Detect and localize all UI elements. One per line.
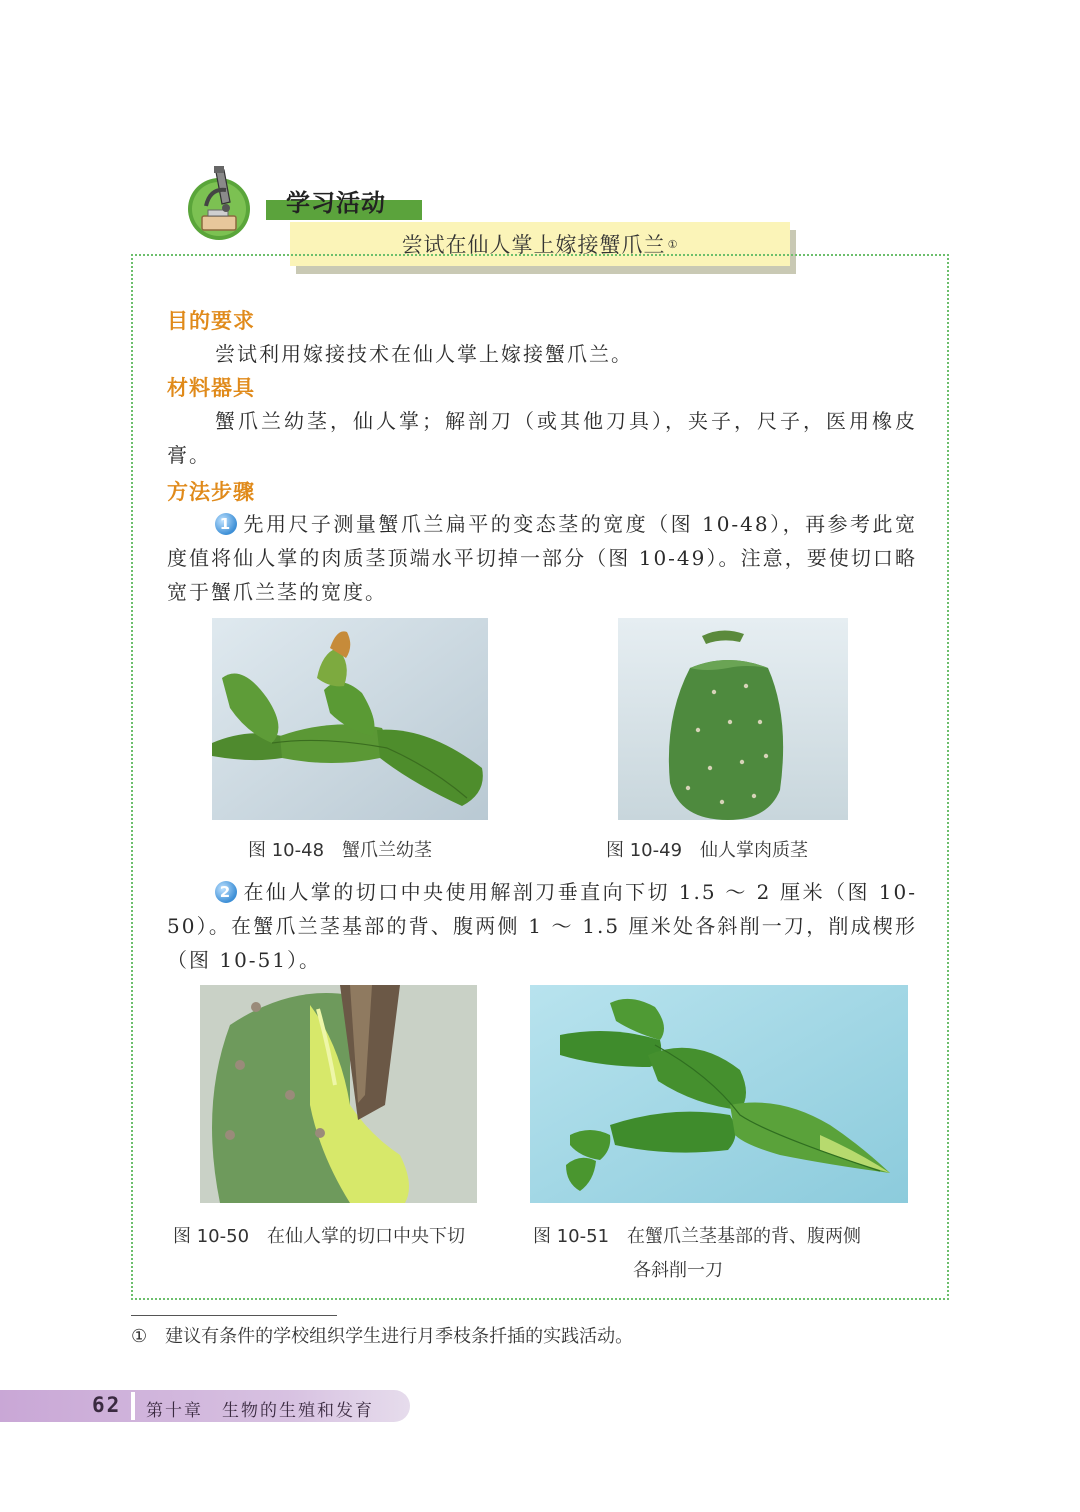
materials-text: 蟹爪兰幼茎，仙人掌；解剖刀（或其他刀具），夹子，尺子，医用橡皮膏。 <box>167 409 917 467</box>
activity-title: 尝试在仙人掌上嫁接蟹爪兰 <box>401 233 666 257</box>
figure-10-51-photo <box>530 985 908 1203</box>
microscope-icon <box>186 162 252 242</box>
footer-separator <box>131 1392 135 1420</box>
figure-10-48-photo <box>212 618 488 820</box>
materials-title: 材料器具 <box>167 376 255 400</box>
figure-10-49-photo <box>618 618 848 820</box>
activity-label: 学习活动 <box>286 189 386 217</box>
step-2 <box>167 875 917 977</box>
purpose-title: 目的要求 <box>167 309 255 333</box>
step-1 <box>167 507 917 609</box>
figure-10-49-caption: 图 10-49 仙人掌肉质茎 <box>606 840 809 861</box>
figure-10-50-caption: 图 10-50 在仙人掌的切口中央下切 <box>173 1226 466 1247</box>
purpose-text: 尝试利用嫁接技术在仙人掌上嫁接蟹爪兰。 <box>215 342 633 366</box>
footnote-mark: ① <box>667 237 679 251</box>
step-2-text: 在仙人掌的切口中央使用解剖刀垂直向下切 1.5 ～ 2 厘米（图 10-50）。在蟹爪兰茎基部的背、腹两侧 1 ～ 1.5 厘米处各斜削一刀，削成楔形（图 10-51）。 <box>167 880 917 972</box>
step-2-badge: 2 <box>215 881 237 903</box>
page-number: 62 <box>92 1393 122 1417</box>
step-1-badge: 1 <box>215 513 237 535</box>
footnote-divider <box>131 1315 337 1316</box>
step-1-text: 先用尺子测量蟹爪兰扁平的变态茎的宽度（图 10-48），再参考此宽度值将仙人掌的肉质茎顶端水平切掉一部分（图 10-49）。注意，要使切口略宽于蟹爪兰茎的宽度。 <box>167 512 917 604</box>
figure-10-51-caption-line1: 图 10-51 在蟹爪兰茎基部的背、腹两侧 <box>533 1226 862 1247</box>
figure-10-50-photo <box>200 985 477 1203</box>
footnote: ① 建议有条件的学校组织学生进行月季枝条扦插的实践活动。 <box>131 1326 634 1347</box>
chapter-title: 第十章 生物的生殖和发育 <box>146 1401 374 1421</box>
figure-10-51-caption-line2: 各斜削一刀 <box>633 1260 723 1281</box>
figure-10-48-caption: 图 10-48 蟹爪兰幼茎 <box>248 840 433 861</box>
method-title: 方法步骤 <box>167 480 255 504</box>
